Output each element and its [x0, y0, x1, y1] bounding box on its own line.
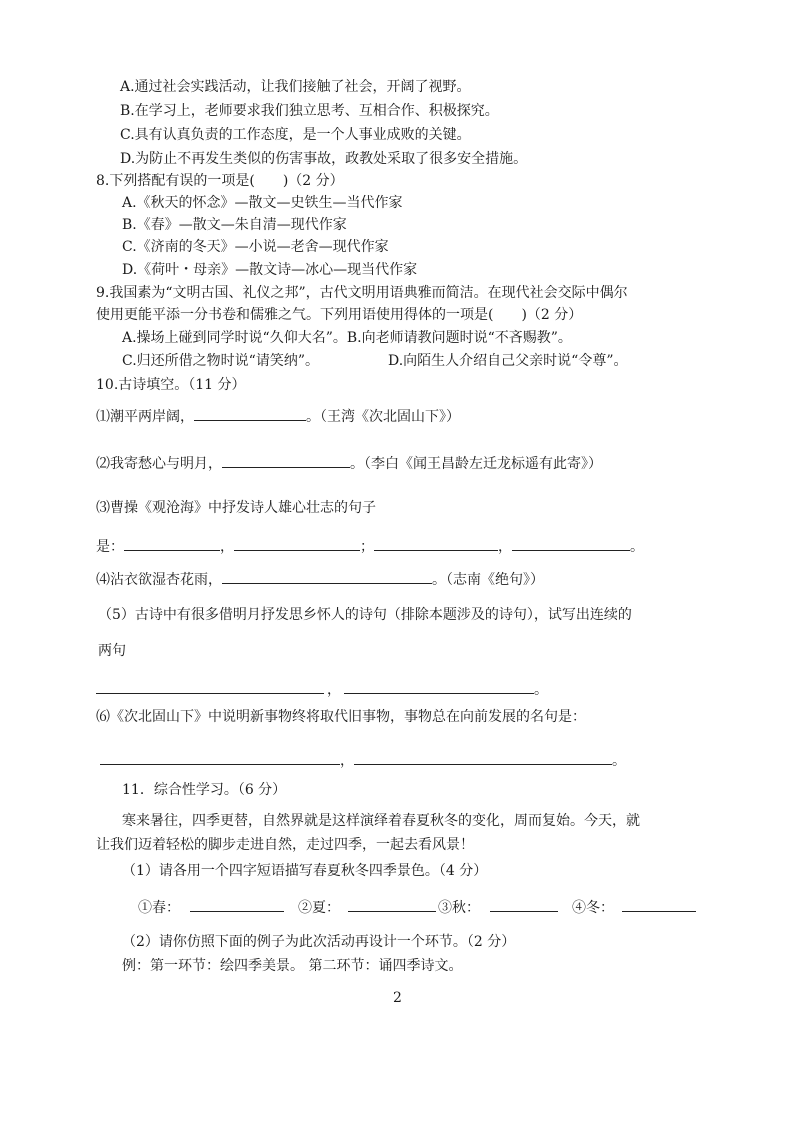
q10-title: 10.古诗填空。（11 分）: [96, 377, 246, 393]
answer-blank[interactable]: [354, 750, 612, 765]
q11-summer: [298, 897, 436, 917]
answer-blank[interactable]: [222, 569, 432, 584]
q11-title: 11．综合性学习。（6 分）: [122, 782, 287, 798]
q7-option-a: A.通过社会实践活动，让我们接触了社会，开阔了视野。: [120, 79, 471, 95]
answer-blank[interactable]: [124, 536, 220, 551]
q9-option-c: C.归还所借之物时说“请笑纳”。: [122, 353, 319, 369]
q7-option-b: B.在学习上，老师要求我们独立思考、互相合作、积极探究。: [120, 103, 499, 119]
answer-blank[interactable]: [622, 897, 696, 912]
q8-option-a: A.《秋天的怀念》—散文—史铁生—当代作家: [122, 195, 403, 211]
punct-comma: ，: [340, 753, 354, 769]
autumn-label: ③秋：: [438, 900, 480, 916]
q11-intro-line2: 让我们迈着轻松的脚步走进自然，走过四季，一起去看风景！: [96, 837, 474, 853]
q9-stem-line2: [96, 306, 582, 324]
q11-spring: [138, 897, 284, 917]
punct-period: 。: [534, 682, 548, 698]
q8-stem-post: )（2 分）: [282, 173, 344, 189]
q10-item-5-answers: [96, 679, 548, 699]
answer-blank[interactable]: [490, 897, 558, 912]
q10-item-5-line1: （5）古诗中有很多借明月抒发思乡怀人的诗句（排除本题涉及的诗句），试写出连续的: [98, 607, 632, 623]
punct-comma: ，: [498, 539, 512, 555]
q10-item-6: ⑹《次北固山下》中说明新事物终将取代旧事物，事物总在向前发展的名句是：: [96, 709, 586, 725]
q10-item-6-answers: [100, 750, 626, 770]
punct-comma: ，: [327, 682, 341, 698]
winter-label: ④冬：: [572, 900, 614, 916]
answer-blank[interactable]: [234, 536, 360, 551]
q9-stem2-post: )（2 分）: [521, 307, 583, 323]
punct-period: 。: [612, 753, 626, 769]
answer-blank[interactable]: [222, 453, 350, 468]
q8-stem-pre: 8.下列搭配有误的一项是(: [96, 173, 255, 189]
q7-option-d: D.为防止不再发生类似的伤害事故，政教处采取了很多安全措施。: [120, 151, 528, 167]
q8-option-c: C.《济南的冬天》—小说—老舍—现代作家: [122, 239, 389, 255]
q8-option-b: B.《春》—散文—朱自清—现代作家: [122, 217, 347, 233]
q10-item-5-line2: 两句: [98, 643, 126, 659]
q10-item2-pre: ⑵我寄愁心与明月，: [96, 456, 222, 472]
q10-item1-pre: ⑴潮平两岸阔，: [96, 409, 194, 425]
q10-item4-pre: ⑷沾衣欲湿杏花雨，: [96, 572, 222, 588]
answer-blank[interactable]: [374, 536, 498, 551]
punct-comma: ，: [220, 539, 234, 555]
answer-blank[interactable]: [100, 750, 340, 765]
q11-winter: [572, 897, 696, 917]
q11-example: 例：第一环节：绘四季美景。 第二环节：诵四季诗文。: [122, 958, 463, 974]
q10-item4-post: 。（志南《绝句》）: [432, 572, 544, 588]
q10-item-3: ⑶曹操《观沧海》中抒发诗人雄心壮志的句子: [96, 500, 376, 516]
q10-item-1: [96, 406, 460, 426]
answer-blank[interactable]: [96, 679, 324, 694]
summer-label: ②夏：: [298, 900, 340, 916]
q9-option-d: D.向陌生人介绍自己父亲时说“令尊”。: [388, 353, 628, 369]
q9-stem2-pre: 使用更能平添一分书卷和儒雅之气。下列用语使用得体的一项是(: [96, 307, 494, 323]
spring-label: ①春：: [138, 900, 180, 916]
q10-item3-is: 是：: [96, 539, 124, 555]
q11-sub1: （1）请各用一个四字短语描写春夏秋冬四季景色。（4 分）: [122, 863, 488, 879]
answer-blank[interactable]: [344, 679, 534, 694]
answer-blank[interactable]: [194, 406, 306, 421]
q11-intro-line1: 寒来暑往，四季更替，自然界就是这样演绎着春夏秋冬的变化，周而复始。今天，就: [122, 813, 640, 829]
q11-sub2: （2）请你仿照下面的例子为此次活动再设计一个环节。（2 分）: [122, 934, 516, 950]
punct-semicolon: ；: [360, 539, 374, 555]
q9-options-ab: A.操场上碰到同学时说“久仰大名”。B.向老师请教问题时说“不吝赐教”。: [122, 330, 572, 346]
punct-period: 。: [630, 539, 644, 555]
q10-item-3-answers: [96, 536, 644, 556]
q10-item-2: [96, 453, 602, 473]
answer-blank[interactable]: [190, 897, 284, 912]
q10-item1-post: 。（王湾《次北固山下》）: [306, 409, 460, 425]
answer-blank[interactable]: [512, 536, 630, 551]
q10-item-4: [96, 569, 544, 589]
q8-option-d: D.《荷叶・母亲》—散文诗—冰心—现当代作家: [122, 262, 418, 278]
q10-item2-post: 。（李白《闻王昌龄左迁龙标遥有此寄》）: [350, 456, 602, 472]
q8-stem: [96, 172, 344, 190]
q11-autumn: [438, 897, 558, 917]
q9-stem-line1: 9.我国素为“文明古国、礼仪之邦”，古代文明用语典雅而简洁。在现代社会交际中偶尔: [96, 285, 628, 301]
answer-blank[interactable]: [348, 897, 436, 912]
page-number: 2: [393, 990, 402, 1006]
q7-option-c: C.具有认真负责的工作态度，是一个人事业成败的关键。: [120, 127, 471, 143]
